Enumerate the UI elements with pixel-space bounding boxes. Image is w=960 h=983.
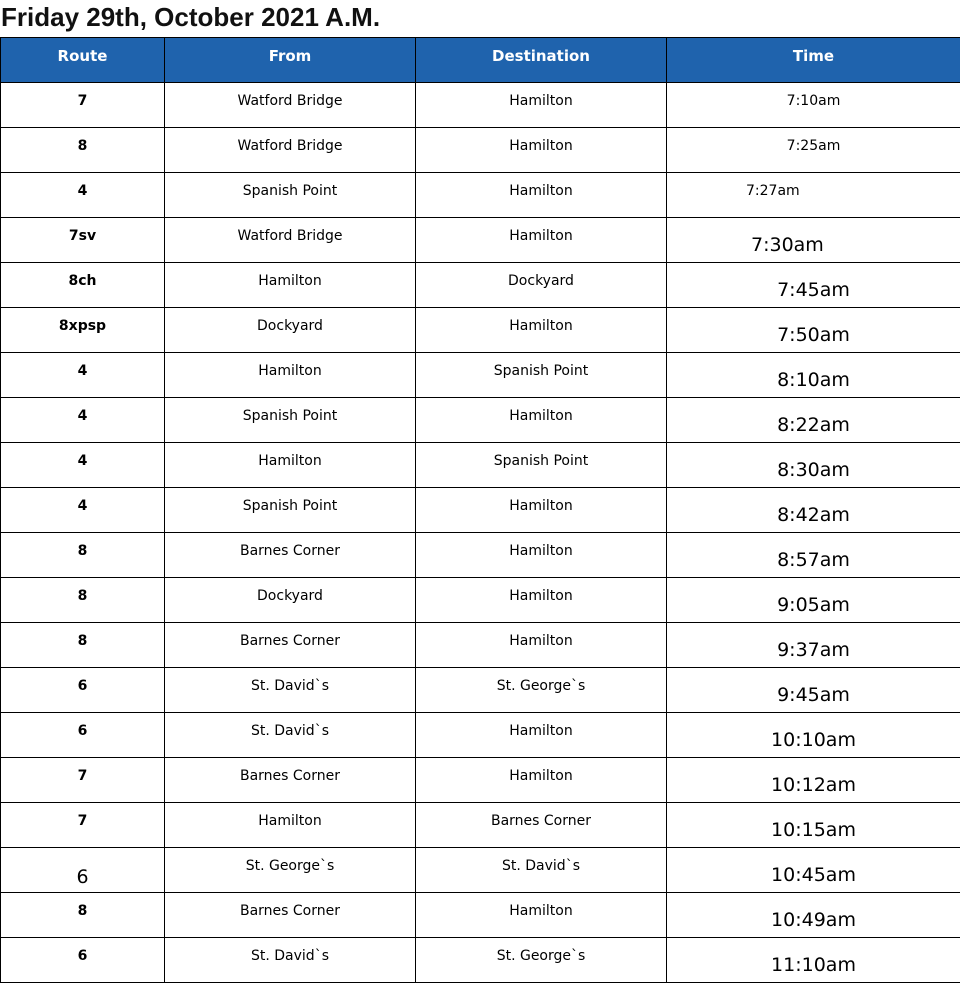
table-row bbox=[1, 848, 960, 893]
time-cell: 9:05am bbox=[667, 578, 960, 623]
table-row bbox=[1, 83, 960, 128]
route-cell: 6 bbox=[1, 848, 165, 893]
time-cell: 9:37am bbox=[667, 623, 960, 668]
time-cell: 7:10am bbox=[667, 83, 960, 128]
table-row bbox=[1, 398, 960, 443]
from-cell: St. David`s bbox=[165, 938, 416, 983]
table-row bbox=[1, 128, 960, 173]
route-cell: 8 bbox=[1, 578, 165, 623]
table-header-row bbox=[1, 38, 960, 83]
route-cell: 8 bbox=[1, 128, 165, 173]
time-cell: 7:27am bbox=[667, 173, 960, 218]
destination-cell: St. David`s bbox=[416, 848, 667, 893]
column-header-route: Route bbox=[1, 38, 165, 83]
route-cell: 4 bbox=[1, 353, 165, 398]
from-cell: Hamilton bbox=[165, 443, 416, 488]
table-row bbox=[1, 623, 960, 668]
destination-cell: Hamilton bbox=[416, 488, 667, 533]
table-row bbox=[1, 668, 960, 713]
from-cell: Watford Bridge bbox=[165, 218, 416, 263]
from-cell: Spanish Point bbox=[165, 173, 416, 218]
from-cell: Barnes Corner bbox=[165, 623, 416, 668]
time-cell: 7:50am bbox=[667, 308, 960, 353]
from-cell: Hamilton bbox=[165, 803, 416, 848]
destination-cell: Hamilton bbox=[416, 893, 667, 938]
column-header-from: From bbox=[165, 38, 416, 83]
destination-cell: Hamilton bbox=[416, 218, 667, 263]
from-cell: Barnes Corner bbox=[165, 893, 416, 938]
route-cell: 7 bbox=[1, 83, 165, 128]
route-cell: 6 bbox=[1, 938, 165, 983]
page-title: Friday 29th, October 2021 A.M. bbox=[1, 2, 381, 32]
table-row bbox=[1, 353, 960, 398]
destination-cell: Hamilton bbox=[416, 128, 667, 173]
route-cell: 7 bbox=[1, 803, 165, 848]
from-cell: St. David`s bbox=[165, 668, 416, 713]
destination-cell: Hamilton bbox=[416, 533, 667, 578]
time-cell: 11:10am bbox=[667, 938, 960, 983]
table-row bbox=[1, 218, 960, 263]
column-header-destination: Destination bbox=[416, 38, 667, 83]
table-row bbox=[1, 308, 960, 353]
table-row bbox=[1, 758, 960, 803]
route-cell: 8 bbox=[1, 533, 165, 578]
from-cell: St. David`s bbox=[165, 713, 416, 758]
destination-cell: Hamilton bbox=[416, 623, 667, 668]
route-cell: 6 bbox=[1, 713, 165, 758]
table-row bbox=[1, 938, 960, 983]
table-row bbox=[1, 173, 960, 218]
destination-cell: Spanish Point bbox=[416, 443, 667, 488]
destination-cell: Hamilton bbox=[416, 713, 667, 758]
route-cell: 8xpsp bbox=[1, 308, 165, 353]
route-cell: 8 bbox=[1, 893, 165, 938]
table-row bbox=[1, 533, 960, 578]
table-row bbox=[1, 893, 960, 938]
time-cell: 8:30am bbox=[667, 443, 960, 488]
route-cell: 4 bbox=[1, 173, 165, 218]
from-cell: Watford Bridge bbox=[165, 128, 416, 173]
destination-cell: Barnes Corner bbox=[416, 803, 667, 848]
route-cell: 4 bbox=[1, 398, 165, 443]
time-cell: 8:42am bbox=[667, 488, 960, 533]
route-cell: 8 bbox=[1, 623, 165, 668]
route-cell: 8ch bbox=[1, 263, 165, 308]
from-cell: Dockyard bbox=[165, 308, 416, 353]
route-cell: 4 bbox=[1, 488, 165, 533]
from-cell: Hamilton bbox=[165, 263, 416, 308]
from-cell: Barnes Corner bbox=[165, 758, 416, 803]
table-row bbox=[1, 578, 960, 623]
time-cell: 10:45am bbox=[667, 848, 960, 893]
from-cell: Hamilton bbox=[165, 353, 416, 398]
destination-cell: Dockyard bbox=[416, 263, 667, 308]
from-cell: Barnes Corner bbox=[165, 533, 416, 578]
destination-cell: St. George`s bbox=[416, 938, 667, 983]
time-cell: 10:12am bbox=[667, 758, 960, 803]
time-cell: 10:15am bbox=[667, 803, 960, 848]
destination-cell: Hamilton bbox=[416, 758, 667, 803]
route-cell: 4 bbox=[1, 443, 165, 488]
route-cell: 7 bbox=[1, 758, 165, 803]
time-cell: 7:25am bbox=[667, 128, 960, 173]
time-cell: 10:10am bbox=[667, 713, 960, 758]
table-row bbox=[1, 803, 960, 848]
time-cell: 7:30am bbox=[667, 218, 960, 263]
column-header-time: Time bbox=[667, 38, 960, 83]
destination-cell: Hamilton bbox=[416, 83, 667, 128]
route-cell: 6 bbox=[1, 668, 165, 713]
destination-cell: Hamilton bbox=[416, 398, 667, 443]
time-cell: 9:45am bbox=[667, 668, 960, 713]
time-cell: 7:45am bbox=[667, 263, 960, 308]
time-cell: 10:49am bbox=[667, 893, 960, 938]
table-row bbox=[1, 263, 960, 308]
destination-cell: Hamilton bbox=[416, 308, 667, 353]
destination-cell: Hamilton bbox=[416, 173, 667, 218]
from-cell: St. George`s bbox=[165, 848, 416, 893]
from-cell: Spanish Point bbox=[165, 488, 416, 533]
destination-cell: Hamilton bbox=[416, 578, 667, 623]
from-cell: Spanish Point bbox=[165, 398, 416, 443]
route-cell: 7sv bbox=[1, 218, 165, 263]
table-row bbox=[1, 713, 960, 758]
time-cell: 8:10am bbox=[667, 353, 960, 398]
destination-cell: Spanish Point bbox=[416, 353, 667, 398]
bus-schedule-table bbox=[0, 37, 960, 983]
from-cell: Dockyard bbox=[165, 578, 416, 623]
destination-cell: St. George`s bbox=[416, 668, 667, 713]
time-cell: 8:22am bbox=[667, 398, 960, 443]
table-row bbox=[1, 443, 960, 488]
from-cell: Watford Bridge bbox=[165, 83, 416, 128]
time-cell: 8:57am bbox=[667, 533, 960, 578]
table-row bbox=[1, 488, 960, 533]
